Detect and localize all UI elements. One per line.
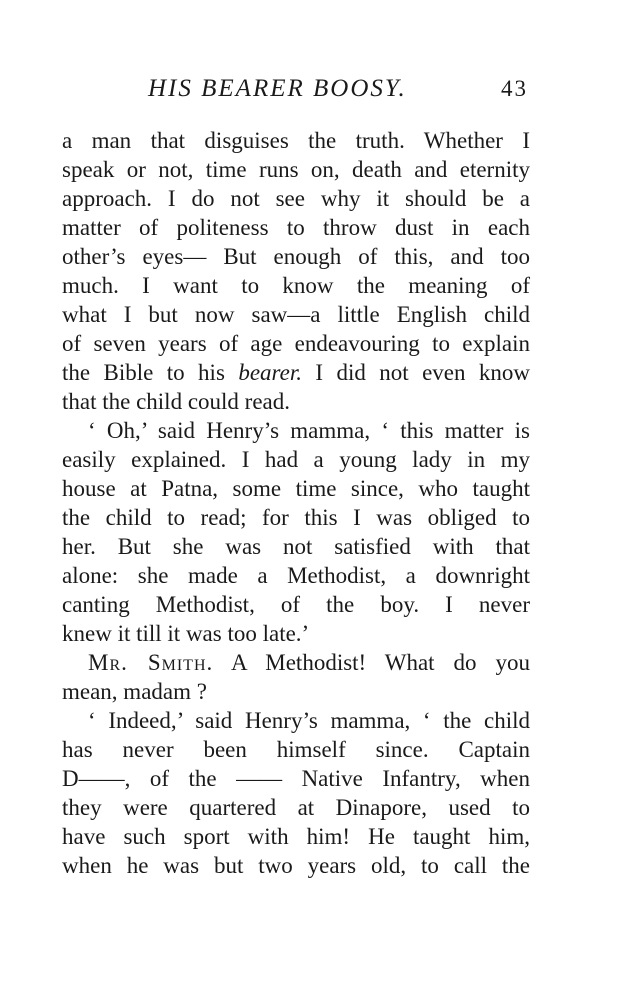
text-line: of seven years of age endeavouring to explain <box>62 331 530 356</box>
text-line <box>62 358 530 388</box>
text-line: that the child could read. <box>62 389 291 414</box>
text-run: A Methodist! What do you <box>230 650 531 675</box>
text-line: easily explained. I had a young lady in my <box>62 447 530 472</box>
text-line: canting Methodist, of the boy. I never <box>62 592 530 617</box>
page-number: 43 <box>501 76 528 101</box>
text-line: speak or not, time runs on, death and eternity <box>62 157 530 182</box>
text-line: knew it till it was too late.’ <box>62 621 310 646</box>
text-line: house at Patna, some time since, who taught <box>62 476 530 501</box>
italic-word: bearer. <box>238 360 302 385</box>
text-line: they were quartered at Dinapore, used to <box>62 795 530 820</box>
page-header <box>60 72 530 106</box>
text-line: approach. I do not see why it should be a <box>62 186 530 211</box>
text-line: much. I want to know the meaning of <box>62 273 530 298</box>
text-line: ‘ Indeed,’ said Henry’s mamma, ‘ the child <box>88 708 530 733</box>
text-line: a man that disguises the truth. Whether I <box>62 128 530 153</box>
text-line: has never been himself since. Captain <box>62 737 530 762</box>
text-line: D——, of the —— Native Infantry, when <box>62 766 530 791</box>
text-line <box>88 648 530 678</box>
text-run: the Bible to his <box>62 360 225 385</box>
text-line: have such sport with him! He taught him, <box>62 824 530 849</box>
text-line: matter of politeness to throw dust in each <box>62 215 530 240</box>
text-line: ‘ Oh,’ said Henry’s mamma, ‘ this matter is <box>88 418 530 443</box>
text-line: other’s eyes— But enough of this, and too <box>62 244 530 269</box>
text-line: her. But she was not satisfied with that <box>62 534 530 559</box>
text-line: mean, madam ? <box>62 679 207 704</box>
text-run: I did not even know <box>315 360 531 385</box>
text-line: the child to read; for this I was obliged to <box>62 505 530 530</box>
text-line: what I but now saw—a little English child <box>62 302 530 327</box>
speaker-name: Mr. Smith. <box>88 650 214 675</box>
running-title: HIS BEARER BOOSY. <box>148 75 407 102</box>
text-line: alone: she made a Methodist, a downright <box>62 563 530 588</box>
text-line: when he was but two years old, to call the <box>62 853 530 878</box>
